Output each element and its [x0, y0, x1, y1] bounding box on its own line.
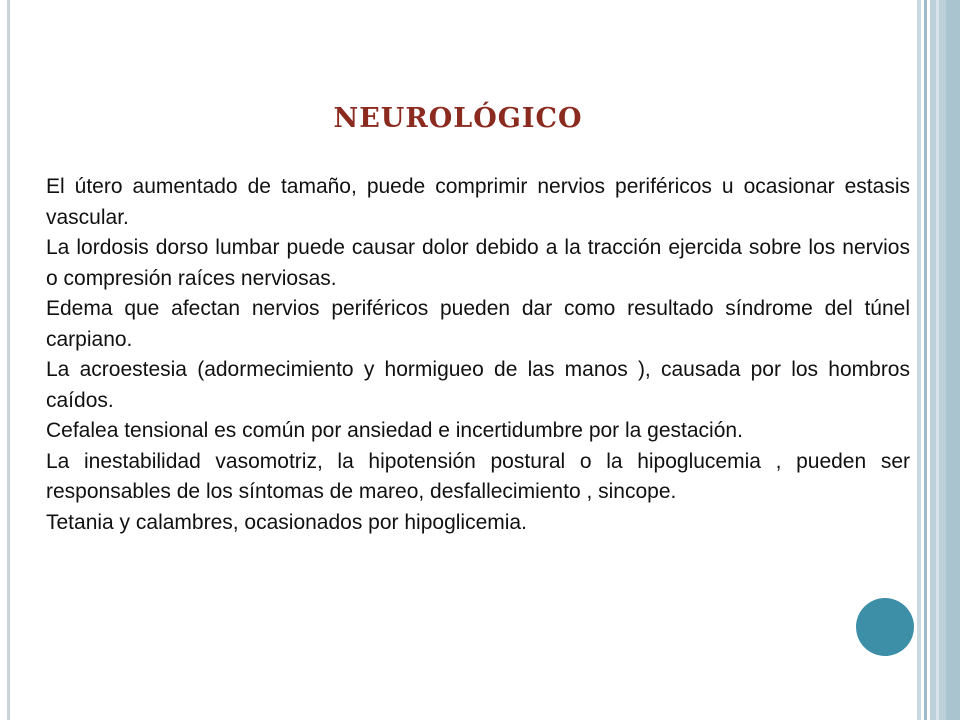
side-bar-decoration [924, 0, 927, 720]
body-paragraph: Edema que afectan nervios periféricos pueden dar como resultado síndrome del túnel carpiano. [46, 297, 910, 351]
slide-title: NEUROLÓGICO [333, 103, 583, 134]
body-paragraph: El útero aumentado de tamaño, puede comprimir nervios periféricos u ocasionar estasis vascular. [46, 175, 910, 229]
body-paragraph: Cefalea tensional es común por ansiedad e incertidumbre por la gestación. [46, 419, 743, 442]
slide-title-container [0, 103, 880, 134]
body-paragraph: La acroestesia (adormecimiento y hormigueo de las manos ), causada por los hombros caídos. [46, 358, 910, 412]
body-paragraph: La inestabilidad vasomotriz, la hipotensión postural o la hipoglucemia , pueden ser responsables de los síntomas de mareo, desfallecimiento , sincope. [46, 449, 910, 503]
side-bar-decoration [946, 0, 960, 720]
body-paragraph: Tetania y calambres, ocasionados por hipoglicemia. [46, 510, 527, 534]
slide-body [46, 172, 910, 538]
side-bar-decoration [917, 0, 921, 720]
accent-circle [856, 598, 914, 656]
side-bar-decoration [936, 0, 939, 720]
body-paragraph: La lordosis dorso lumbar puede causar dolor debido a la tracción ejercida sobre los nervios o compresión raíces nerviosas. [46, 236, 910, 290]
